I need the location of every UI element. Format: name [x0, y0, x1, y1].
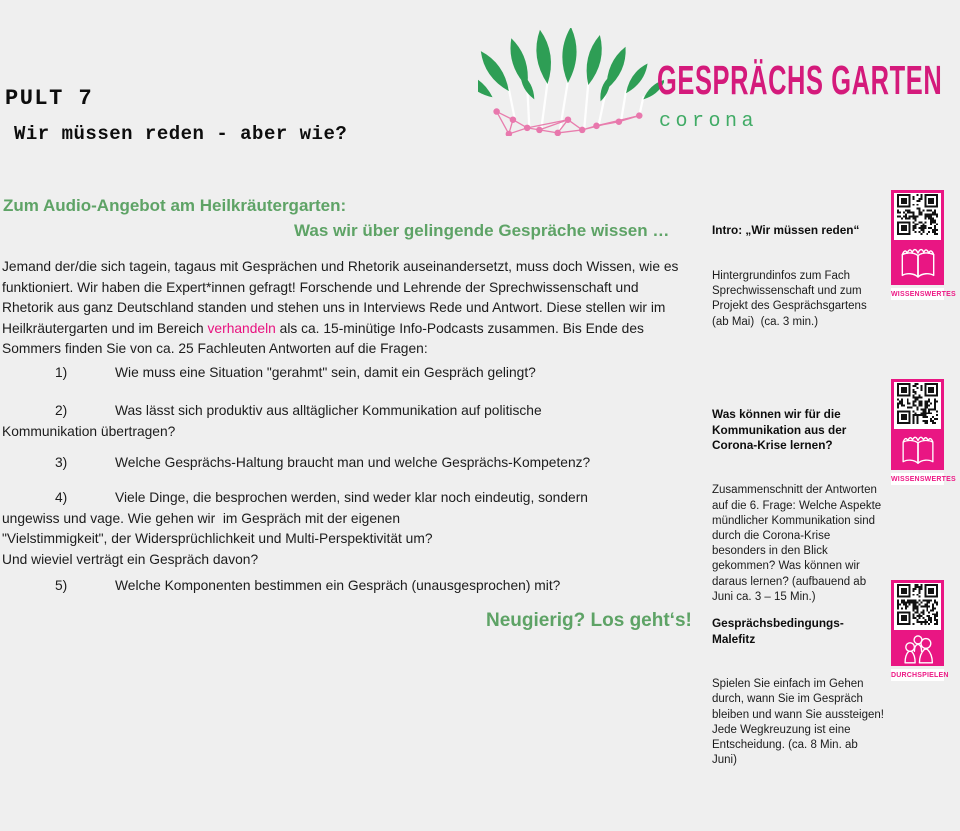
section-subheading: Was wir über gelingende Gespräche wissen …: [294, 221, 670, 240]
page-subtitle: Wir müssen reden - aber wie?: [14, 123, 348, 145]
paragraph-line: Jemand der/die sich tagein, tagaus mit Gesprächen und Rhetorik auseinandersetzt, muss doch Wissen, wie es: [2, 259, 679, 274]
sidebar-item-title: Gesprächsbedingungs-Malefitz: [712, 616, 844, 646]
question-text: ungewiss und vage. Wie gehen wir im Gespräch mit der eigenen: [2, 510, 401, 526]
sidebar-item-malefitz: [712, 586, 888, 799]
question-text: Viele Dinge, die besprochen werden, sind weder klar noch eindeutig, sondern: [115, 490, 588, 505]
qr-code: [894, 583, 941, 630]
qr-code-pattern: [897, 584, 938, 630]
question-item-4: [2, 488, 588, 570]
qr-card-durchspielen: [891, 580, 944, 666]
game-pawns-icon: [891, 630, 944, 666]
paragraph-line: Sommers finden Sie von ca. 25 Fachleuten Antworten auf die Fragen:: [2, 341, 428, 357]
qr-code-pattern: [897, 383, 938, 429]
qr-code: [894, 193, 941, 240]
question-number: 4): [55, 490, 68, 505]
page-title: PULT 7: [5, 86, 94, 111]
sidebar-item-body: Spielen Sie einfach im Gehen durch, wann Sie im Gespräch bleiben und wann Sie aussteigen! Jede Wegkreuzung ist eine Entscheidung. (ca. 8 Min. ab Juni): [712, 678, 888, 767]
sidebar-item-title: Intro: „Wir müssen reden“: [712, 223, 860, 238]
question-item-5: [2, 576, 560, 597]
paragraph-line: [2, 319, 678, 340]
cta-text: Neugierig? Los geht‘s!: [486, 610, 692, 631]
question-number: 5): [55, 578, 68, 593]
logo-corona-label: corona: [659, 110, 759, 133]
paragraph-text: als ca. 15-minütige Info-Podcasts zusammen. Bis Ende des: [275, 320, 644, 336]
question-number: 1): [55, 365, 68, 380]
question-number: 3): [55, 455, 68, 470]
plant-network-icon: [478, 28, 664, 136]
section-heading: Zum Audio-Angebot am Heilkräutergarten:: [3, 196, 347, 215]
badge-durchspielen: DURCHSPIELEN: [891, 669, 944, 681]
sidebar-item-body: Hintergrundinfos zum Fach Sprechwissenschaft und zum Projekt des Gesprächsgartens (ab Mai) (ca. 3 min.): [712, 270, 870, 328]
paragraph-line: Rhetorik aus ganz Deutschland standen und stehen uns in Interviews Rede und Antwort. Diese stellen wir im: [2, 300, 666, 316]
qr-card-wissenswertes-2: [891, 379, 944, 470]
question-text: Kommunikation übertragen?: [2, 423, 176, 439]
question-text: "Vielstimmigkeit", der Widersprüchlichkeit und Multi-Perspektivität um?: [2, 531, 433, 547]
intro-paragraph: [2, 257, 678, 360]
paragraph-line: funktioniert. Wir haben die Expert*innen gefragt! Forschende und Lehrende der Sprechwissenschaft und: [2, 279, 639, 295]
question-text: Und wieviel verträgt ein Gespräch davon?: [2, 551, 259, 567]
question-number: 2): [55, 403, 68, 418]
sidebar-item-intro: [712, 193, 884, 360]
sidebar-item-body: Zusammenschnitt der Antworten auf die 6. Frage: Welche Aspekte mündlicher Kommunikation sind durch die Corona-Krise besonders in den Blick gekommen? Was können wir daraus lernen? (aufbauend ab Juni ca. 3 – 15 Min.): [712, 484, 885, 603]
sidebar-item-title: Was können wir für die Kommunikation aus der Corona-Krise lernen?: [712, 407, 850, 452]
question-text: Welche Komponenten bestimmen ein Gespräch (unausgesprochen) mit?: [115, 578, 561, 593]
question-item-3: [2, 453, 590, 474]
open-book-icon: [891, 429, 944, 470]
verhandeln-highlight: verhandeln: [207, 320, 276, 336]
question-text: Wie muss eine Situation "gerahmt" sein, damit ein Gespräch gelingt?: [115, 365, 536, 380]
badge-wissenswertes: WISSENSWERTES: [891, 288, 944, 300]
qr-code-pattern: [897, 194, 938, 240]
badge-wissenswertes: WISSENSWERTES: [891, 473, 944, 485]
question-text: Was lässt sich produktiv aus alltäglicher Kommunikation auf politische: [115, 403, 542, 418]
qr-code: [894, 382, 941, 429]
logo-wordmark: GESPRÄCHS GARTEN: [657, 57, 943, 103]
question-item-2: [2, 401, 542, 442]
logo: [478, 26, 948, 146]
question-text: Welche Gesprächs-Haltung braucht man und welche Gesprächs-Kompetenz?: [115, 455, 591, 470]
qr-card-wissenswertes-1: [891, 190, 944, 285]
paragraph-text: Heilkräutergarten und im Bereich: [2, 320, 208, 336]
question-item-1: [2, 363, 536, 384]
open-book-icon: [891, 240, 944, 285]
